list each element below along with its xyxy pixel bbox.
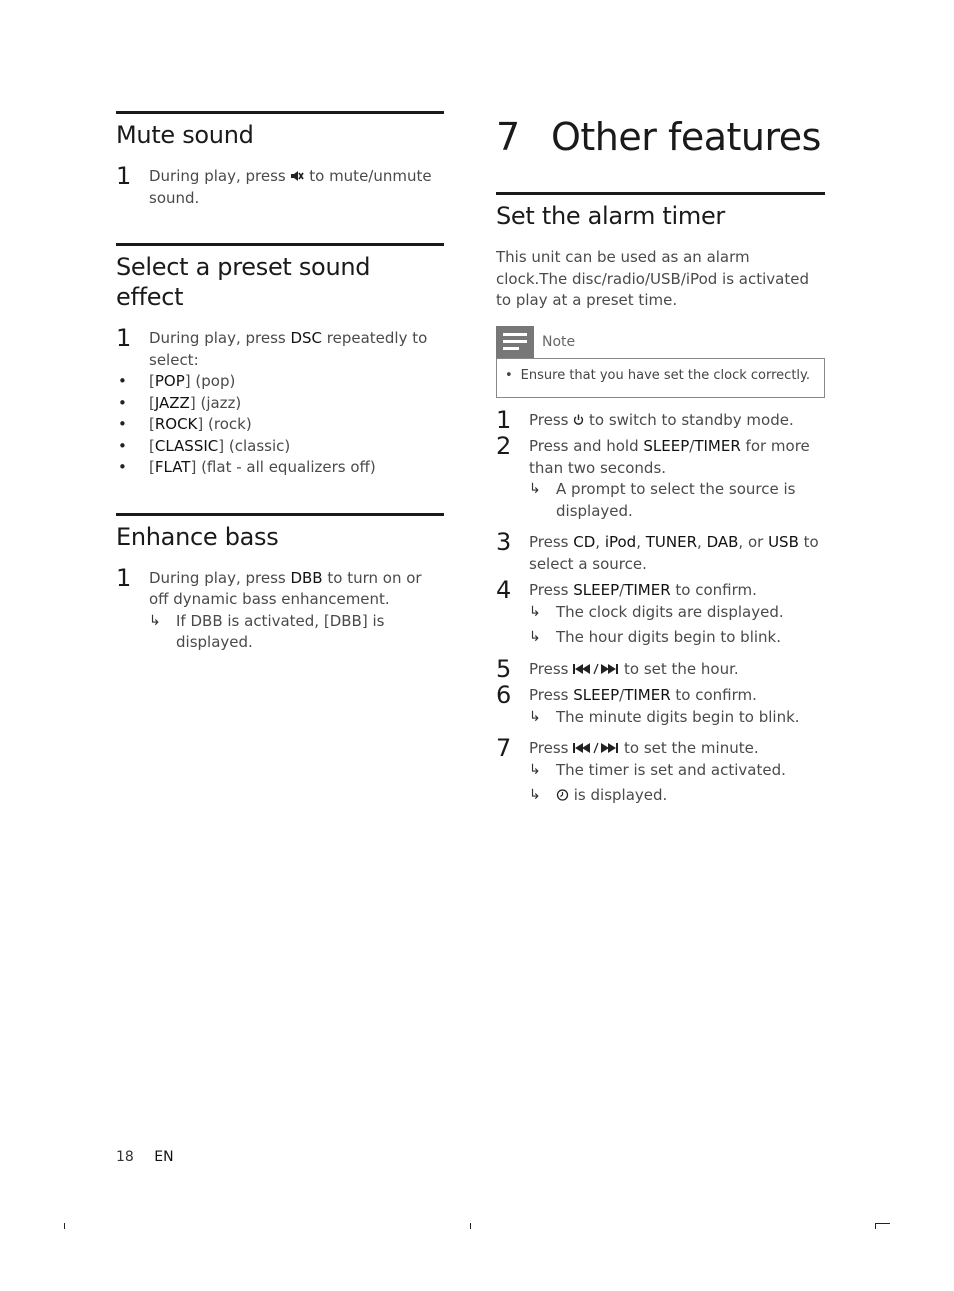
preset-options-list [116, 371, 444, 479]
result-arrow-icon: ↳ [529, 481, 541, 497]
preset-sound-heading: Select a preset sound effect [116, 253, 371, 311]
prev-next-icon [573, 739, 619, 757]
note-icon [496, 326, 534, 358]
chapter-heading [496, 100, 825, 192]
result-arrow-icon: ↳ [529, 708, 541, 725]
note-label: Note [542, 333, 576, 350]
note-content: • Ensure that you have set the clock correctly. [496, 358, 825, 398]
result-arrow-icon: ↳ [529, 629, 541, 645]
intro-text: This unit can be used as an alarm clock.The disc/radio/USB/iPod is activated to play at a preset time. [496, 248, 809, 309]
result-line: ↳ The timer is set and activated. [529, 760, 825, 782]
mute-icon [290, 167, 304, 185]
page-footer [116, 1149, 174, 1165]
result-arrow-icon: ↳ [149, 612, 161, 629]
power-icon [573, 411, 584, 429]
prev-next-icon [573, 660, 619, 678]
language-code: EN [154, 1149, 174, 1165]
alarm-timer-heading: Set the alarm timer [496, 202, 725, 230]
preset-step-1: 1 During play, press DSC repeatedly to select: [116, 324, 428, 369]
step-number: 1 [116, 563, 132, 592]
dbb-key: DBB [290, 568, 323, 587]
preset-sound-section [116, 243, 444, 479]
page-number: 18 [116, 1149, 134, 1165]
crop-mark [875, 1223, 890, 1224]
result-arrow-icon: ↳ [529, 761, 541, 778]
crop-mark [64, 1223, 65, 1229]
bass-step-1: 1 During play, press DBB to turn on or off dynamic bass enhancement. ↳ If DBB is activated, [DBB] is displayed. [116, 568, 444, 654]
dsc-key: DSC [290, 329, 323, 347]
mute-sound-section [116, 111, 444, 209]
crop-mark [875, 1223, 876, 1229]
list-item: • [JAZZ] (jazz) [116, 393, 444, 415]
result-line: ↳ The clock digits are displayed. [529, 602, 825, 624]
note-box [496, 326, 825, 398]
alarm-step-3: 3 Press CD, iPod, TUNER, DAB, or USB to select a source. [496, 528, 819, 573]
result-arrow-icon: ↳ [529, 787, 541, 803]
left-column [116, 111, 444, 688]
alarm-step-1: 1 Press to switch to standby mode. [496, 405, 794, 434]
result-line: ↳ If DBB is activated, [DBB] is displayed. [149, 611, 385, 651]
mute-step-1: 1 During play, press to mute/unmute sound. [116, 162, 432, 207]
mute-sound-heading: Mute sound [116, 121, 254, 149]
enhance-bass-section [116, 513, 444, 654]
result-line: ↳ The hour digits begin to blink. [529, 627, 825, 649]
alarm-clock-icon [556, 786, 569, 804]
right-column [496, 100, 825, 812]
result-line: ↳ A prompt to select the source is displayed. [529, 480, 796, 520]
chapter-title: Other features [551, 115, 821, 159]
result-line: ↳ is displayed. [529, 785, 825, 807]
step-number: 1 [116, 324, 132, 352]
alarm-timer-section [496, 192, 825, 807]
chapter-number: 7 [496, 115, 521, 159]
alarm-step-6: 6 Press SLEEP/TIMER to confirm. ↳ The minute digits begin to blink. [496, 685, 825, 728]
list-item: • [FLAT] (flat - all equalizers off) [116, 457, 444, 479]
alarm-step-7: 7 Press to set the minute. ↳ The timer is set and activated. ↳ is displayed. [496, 738, 825, 807]
result-arrow-icon: ↳ [529, 603, 541, 620]
crop-mark [470, 1223, 471, 1229]
list-item: • [ROCK] (rock) [116, 414, 444, 436]
list-item: • [CLASSIC] (classic) [116, 436, 444, 458]
step-number: 1 [116, 162, 132, 190]
alarm-step-4: 4 Press SLEEP/TIMER to confirm. ↳ The clock digits are displayed. ↳ The hour digits begin to blink. [496, 580, 825, 649]
alarm-steps [496, 405, 825, 807]
result-line: ↳ The minute digits begin to blink. [529, 707, 825, 729]
list-item: • [POP] (pop) [116, 371, 444, 393]
alarm-step-5: 5 Press to set the hour. [496, 654, 739, 683]
alarm-step-2: 2 Press and hold SLEEP/TIMER for more than two seconds. ↳ A prompt to select the source is displayed. [496, 436, 825, 522]
enhance-bass-heading: Enhance bass [116, 522, 279, 551]
